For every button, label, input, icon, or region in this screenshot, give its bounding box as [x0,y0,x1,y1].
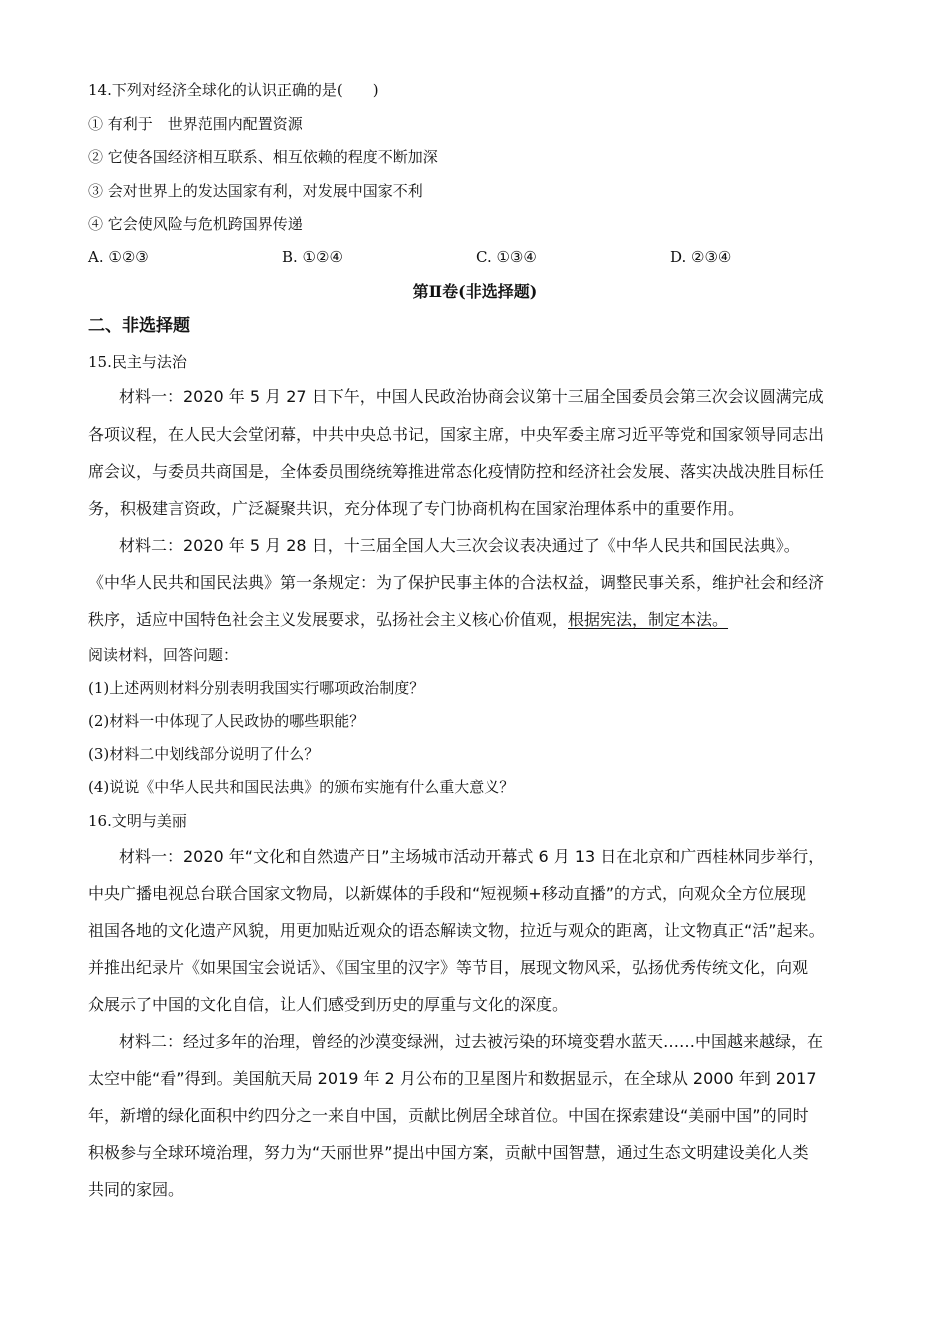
q16-material2-line: 太空中能“看”得到。美国航天局 2019 年 2 月公布的卫星图片和数据显示，在全球从 2000 年到 2017 [88,1069,817,1088]
q15-prompt: 阅读材料，回答问题： [88,646,239,664]
q15-material1-line: 务，积极建言资政，广泛凝聚共识，充分体现了专门协商机构在国家治理体系中的重要作用。 [88,499,745,518]
q16-material2-line: 年，新增的绿化面积中约四分之一来自中国，贡献比例居全球首位。中国在探索建设“美丽中国”的同时 [88,1106,809,1125]
q15-question-1: (1)上述两则材料分别表明我国实行哪项政治制度？ [88,679,425,697]
q15-question-3: (3)材料二中划线部分说明了什么？ [88,745,320,763]
section-title: 二、非选择题 [88,316,190,336]
q14-item-1: ① 有利于 世界范围内配置资源 [88,115,303,133]
q16-material2-line: 材料二：经过多年的治理，曾经的沙漠变绿洲，过去被污染的环境变碧水蓝天……中国越来越绿，在 [119,1032,824,1051]
q16-material1-line: 材料一：2020 年“文化和自然遗产日”主场城市活动开幕式 6 月 13 日在北京和广西桂林同步举行， [119,847,825,866]
q14-option-a: A. ①②③ [88,248,149,266]
q14-item-4: ④ 它会使风险与危机跨国界传递 [88,215,303,233]
part-title: 第Ⅱ卷(非选择题) [412,282,538,301]
q14-option-d: D. ②③④ [670,248,732,266]
q14-option-b: B. ①②④ [282,248,343,266]
q15-material2-line [88,609,728,631]
q16-material1-line: 祖国各地的文化遗产风貌，用更加贴近观众的语态解读文物，拉近与观众的距离，让文物真正“活”起来。 [88,921,825,940]
q16-title: 16.文明与美丽 [88,812,187,830]
q14-stem: 14.下列对经济全球化的认识正确的是( ) [88,81,379,99]
q16-material2-line: 积极参与全球环境治理，努力为“天丽世界”提出中国方案，贡献中国智慧，通过生态文明建设美化人类 [88,1143,809,1162]
q16-material1-line: 中央广播电视总台联合国家文物局，以新媒体的手段和“短视频+移动直播”的方式，向观众全方位展现 [88,884,806,903]
q15-material2-line: 《中华人民共和国民法典》第一条规定：为了保护民事主体的合法权益，调整民事关系，维护社会和经济 [88,573,825,592]
q15-material1-line: 材料一：2020 年 5 月 27 日下午，中国人民政治协商会议第十三届全国委员会第三次会议圆满完成 [119,387,824,406]
q14-item-3: ③ 会对世界上的发达国家有利，对发展中国家不利 [88,182,423,200]
q15-question-2: (2)材料一中体现了人民政协的哪些职能？ [88,712,365,730]
q16-material1-line: 众展示了中国的文化自信，让人们感受到历史的厚重与文化的深度。 [88,995,569,1014]
q15-underlined-text: 根据宪法，制定本法。 [568,610,729,629]
q15-material1-line: 各项议程，在人民大会堂闭幕，中共中央总书记，国家主席，中央军委主席习近平等党和国家领导同志出 [88,425,825,444]
q15-title: 15.民主与法治 [88,353,187,371]
q16-material1-line: 并推出纪录片《如果国宝会说话》、《国宝里的汉字》等节目，展现文物风采，弘扬优秀传统文化，向观 [88,958,809,977]
q15-material2-plain: 秩序，适应中国特色社会主义发展要求，弘扬社会主义核心价值观， [88,610,569,629]
q14-item-2: ② 它使各国经济相互联系、相互依赖的程度不断加深 [88,148,438,166]
q14-option-c: C. ①③④ [476,248,537,266]
q15-question-4: (4)说说《中华人民共和国民法典》的颁布实施有什么重大意义？ [88,778,515,796]
q15-material1-line: 席会议，与委员共商国是，全体委员围绕统筹推进常态化疫情防控和经济社会发展、落实决战决胜目标任 [88,462,825,481]
q15-material2-line: 材料二：2020 年 5 月 28 日，十三届全国人大三次会议表决通过了《中华人民共和国民法典》。 [119,536,800,555]
q16-material2-line: 共同的家园。 [88,1180,185,1199]
